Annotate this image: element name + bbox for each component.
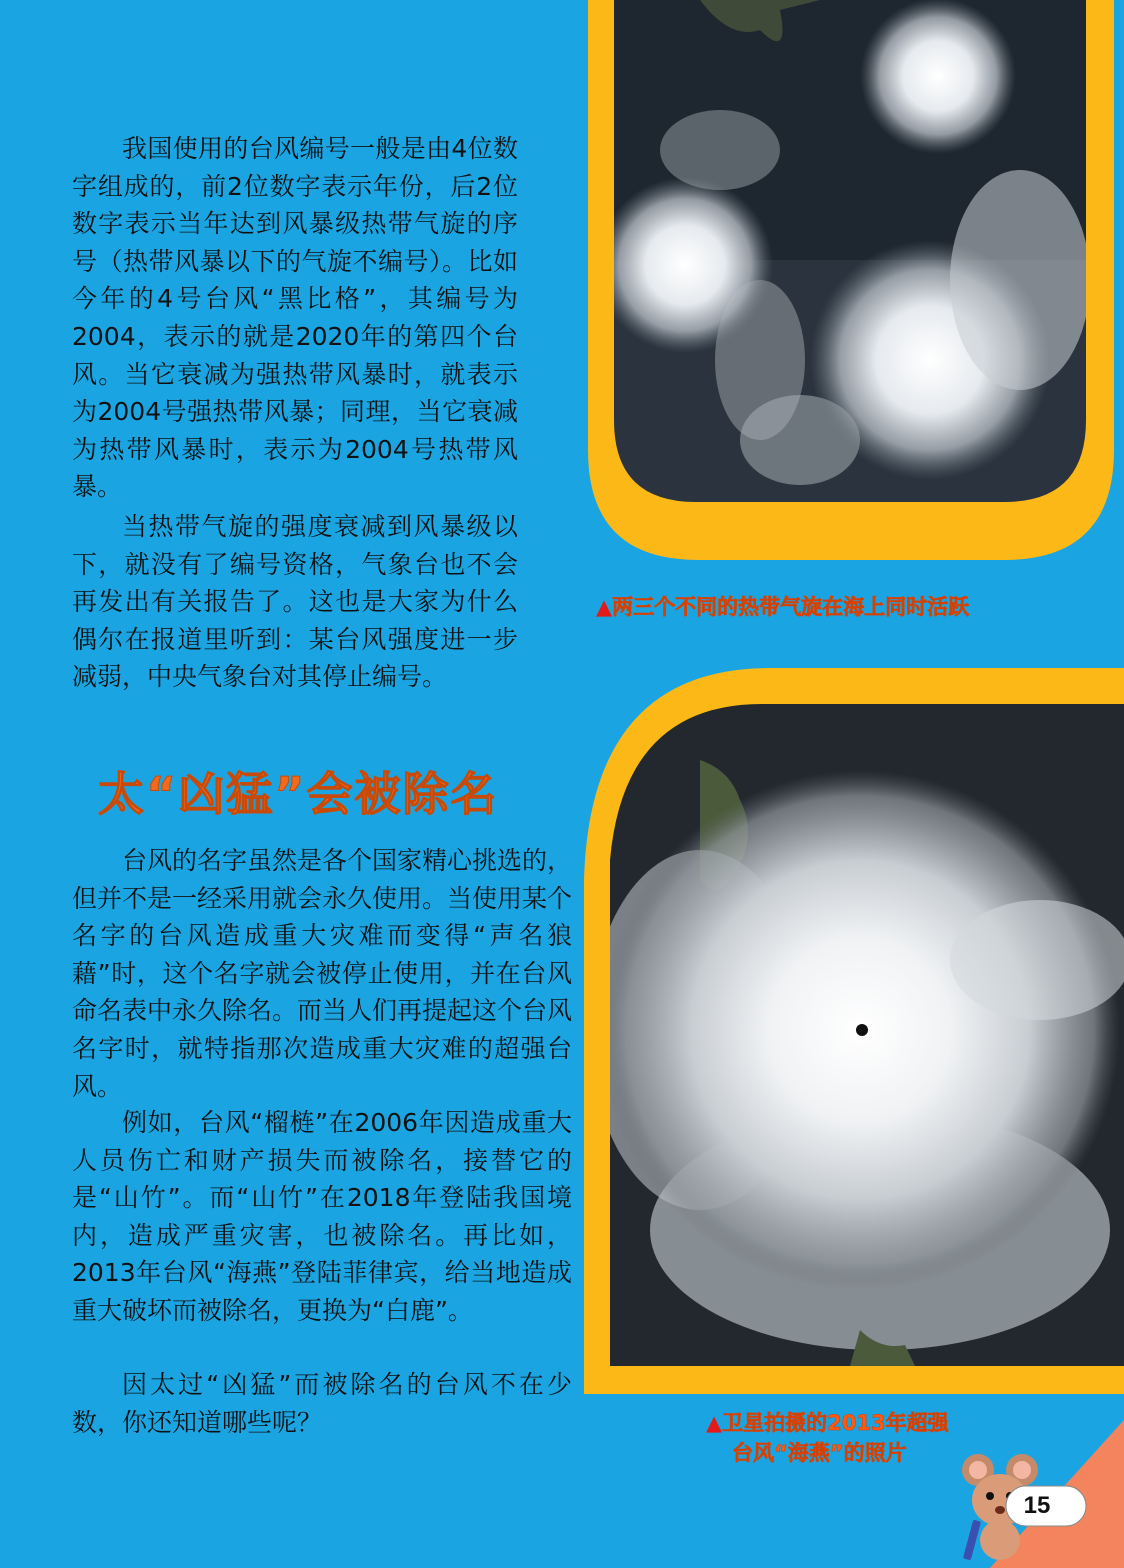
photo2-caption-line2: 台风“海燕”的照片 (732, 1441, 907, 1465)
paragraph-typhoon-numbering: 我国使用的台风编号一般是由4位数字组成的，前2位数字表示年份，后2位数字表示当年达到风暴级热带气旋的序号（热带风暴以下的气旋不编号）。比如今年的4号台风“黑比格”，其编号为2004，表示的就是2020年的第四个台风。当它衰减为强热带风暴时，就表示为2004号强热带风暴；同理，当它衰减为热带风暴时，表示为2004号热带风暴。 (72, 134, 518, 502)
paragraph-numbering-stop: 当热带气旋的强度衰减到风暴级以下，就没有了编号资格，气象台也不会再发出有关报告了。这也是大家为什么偶尔在报道里听到：某台风强度进一步减弱，中央气象台对其停止编号。 (72, 512, 518, 692)
page-number: 15 (1023, 1492, 1051, 1519)
photo1-caption-text: 两三个不同的热带气旋在海上同时活跃 (612, 595, 970, 619)
photo2-caption-text-1: 卫星拍摄的2013年超强 (722, 1411, 949, 1435)
paragraph-question: 因太过“凶猛”而被除名的台风不在少数，你还知道哪些呢？ (72, 1370, 572, 1437)
paragraph-retirement-examples: 例如，台风“榴梿”在2006年因造成重大人员伤亡和财产损失而被除名，接替它的是“山竹”。而“山竹”在2018年登陆我国境内，造成严重灾害，也被除名。再比如，2013年台风“海燕”登陆菲律宾，给当地造成重大破坏而被除名，更换为“白鹿”。 (72, 1108, 572, 1325)
triangle-marker-icon: ▲ (706, 1411, 723, 1435)
photo1-satellite-image (597, 0, 1090, 502)
photo1-caption (596, 592, 969, 622)
paragraph-name-retirement: 台风的名字虽然是各个国家精心挑选的，但并不是一经采用就会永久使用。当使用某个名字的台风造成重大灾难而变得“声名狼藉”时，这个名字就会被停止使用，并在台风命名表中永久除名。而当人们再提起这个台风名字时，就特指那次造成重大灾难的超强台风。 (72, 846, 573, 1101)
section-heading: 太“凶猛”会被除名 (98, 767, 499, 821)
triangle-marker-icon: ▲ (596, 595, 613, 619)
photo2-caption-line1 (706, 1408, 949, 1438)
photo2-satellite-image (590, 704, 1124, 1366)
